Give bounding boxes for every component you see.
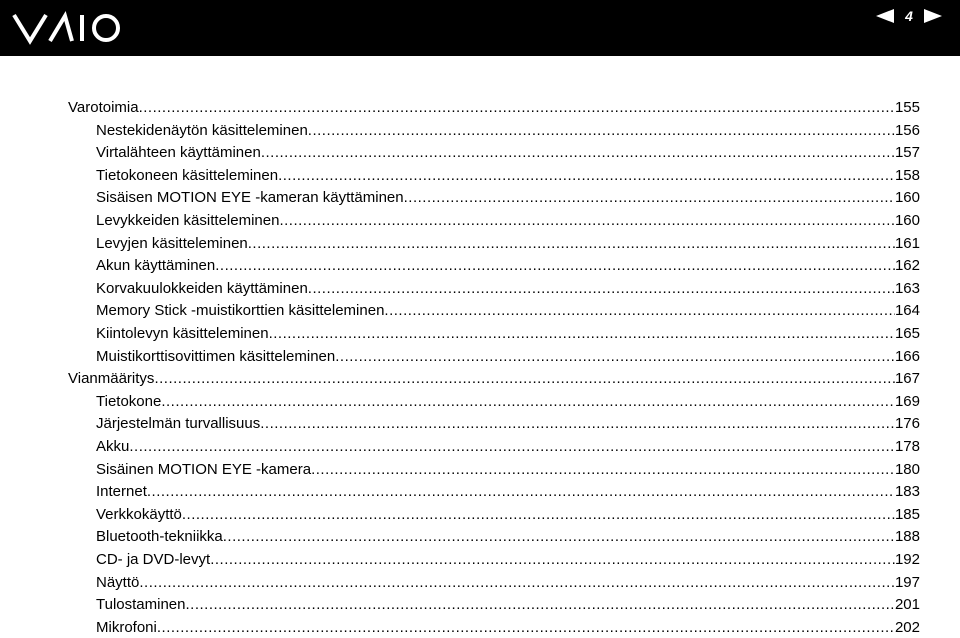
prev-page-arrow-icon[interactable]: [876, 9, 894, 23]
toc-dot-leader: [269, 325, 895, 343]
toc-dot-leader: [223, 528, 895, 546]
toc-entry[interactable]: [96, 592, 920, 614]
toc-dot-leader: [210, 551, 895, 569]
toc-entry-title: Vianmääritys: [68, 370, 155, 388]
page-number: 4: [905, 8, 913, 24]
vaio-logo: [12, 10, 124, 46]
toc-entry-title: Tulostaminen: [96, 596, 186, 614]
toc-entry[interactable]: [96, 502, 920, 524]
toc-entry[interactable]: [68, 366, 920, 388]
toc-entry-page: 178: [894, 438, 920, 455]
toc-dot-leader: [311, 461, 895, 479]
toc-entry-title: Akku: [96, 438, 130, 455]
toc-entry-title: Internet: [96, 483, 147, 501]
toc-dot-leader: [154, 370, 895, 388]
toc-entry[interactable]: [96, 434, 920, 456]
toc-entry-page: 192: [894, 551, 920, 568]
toc-entry-title: Sisäisen MOTION EYE -kameran käyttäminen: [96, 189, 404, 207]
toc-entry[interactable]: [96, 457, 920, 479]
toc-entry[interactable]: [96, 615, 920, 637]
toc-entry-title: Memory Stick -muistikorttien käsitteleminen: [96, 302, 385, 320]
toc-entry[interactable]: [96, 276, 920, 298]
toc-entry-title: Korvakuulokkeiden käyttäminen: [96, 279, 308, 297]
toc-entry-title: Mikrofoni: [96, 618, 157, 636]
toc-entry[interactable]: [96, 253, 920, 275]
toc-entry-title: Virtalähteen käyttäminen: [96, 144, 261, 162]
toc-entry-page: 188: [894, 528, 920, 546]
toc-dot-leader: [335, 348, 895, 366]
toc-entry-page: 155: [894, 99, 920, 116]
toc-entry-page: 183: [894, 483, 920, 501]
toc-entry-page: 167: [894, 370, 920, 388]
toc-entry-page: 161: [894, 234, 920, 252]
toc-dot-leader: [261, 144, 895, 162]
toc-entry[interactable]: [96, 524, 920, 546]
toc-entry-page: 160: [894, 212, 920, 229]
toc-entry-title: Tietokoneen käsitteleminen: [96, 166, 279, 184]
toc-entry[interactable]: [96, 208, 920, 230]
toc-entry-title: Näyttö: [96, 573, 140, 591]
toc-entry[interactable]: [96, 411, 920, 433]
toc-entry-page: 162: [894, 257, 920, 275]
toc-entry-title: Järjestelmän turvallisuus: [96, 415, 261, 433]
toc-entry-title: Levyjen käsitteleminen: [96, 234, 248, 252]
toc-entry-page: 185: [894, 505, 920, 523]
toc-entry-title: Tietokone: [96, 392, 162, 410]
toc-entry[interactable]: [96, 344, 920, 366]
toc-entry-page: 158: [894, 166, 920, 184]
toc-entry[interactable]: [96, 547, 920, 569]
toc-entry-title: Nestekidenäytön käsitteleminen: [96, 121, 308, 139]
toc-dot-leader: [308, 122, 895, 140]
toc-entry-page: 202: [894, 618, 920, 636]
toc-entry-page: 166: [894, 347, 920, 365]
toc-dot-leader: [139, 574, 895, 592]
toc-dot-leader: [215, 257, 895, 275]
toc-entry-page: 197: [894, 573, 920, 591]
toc-entry[interactable]: [96, 185, 920, 207]
toc-entry-title: CD- ja DVD-levyt: [96, 551, 211, 568]
toc-entry-title: Bluetooth-tekniikka: [96, 528, 223, 546]
toc-entry-title: Levykkeiden käsitteleminen: [96, 212, 280, 229]
toc-dot-leader: [404, 189, 895, 207]
toc-dot-leader: [384, 302, 895, 320]
toc-dot-leader: [139, 99, 895, 117]
toc-dot-leader: [186, 596, 895, 614]
page-navigation: [876, 6, 942, 26]
toc-entry-title: Kiintolevyn käsitteleminen: [96, 325, 269, 342]
toc-dot-leader: [129, 438, 895, 456]
toc-entry-page: 180: [894, 460, 920, 478]
toc-entry-page: 160: [894, 189, 920, 207]
toc-entry-title: Muistikorttisovittimen käsitteleminen: [96, 347, 336, 365]
toc-entry[interactable]: [96, 570, 920, 592]
toc-entry-page: 163: [894, 279, 920, 297]
toc-dot-leader: [182, 506, 895, 524]
toc-dot-leader: [260, 415, 895, 433]
toc-entry[interactable]: [96, 140, 920, 162]
toc-dot-leader: [157, 619, 895, 637]
toc-entry-page: 169: [894, 392, 920, 410]
toc-entry[interactable]: [96, 231, 920, 253]
toc-dot-leader: [161, 393, 895, 411]
toc-entry-title: Sisäinen MOTION EYE -kamera: [96, 460, 312, 478]
toc-entry-page: 157: [894, 144, 920, 162]
toc-dot-leader: [308, 280, 895, 298]
toc-entry-page: 164: [894, 302, 920, 320]
toc-entry[interactable]: [68, 95, 920, 117]
toc-entry-page: 165: [894, 325, 920, 342]
toc-entry[interactable]: [96, 479, 920, 501]
toc-entry-page: 201: [894, 596, 920, 614]
toc-entry[interactable]: [96, 298, 920, 320]
toc-entry-title: Varotoimia: [68, 99, 139, 116]
toc-dot-leader: [147, 483, 895, 501]
toc-dot-leader: [248, 235, 895, 253]
toc-entry-title: Verkkokäyttö: [96, 505, 182, 523]
toc-entry-title: Akun käyttäminen: [96, 257, 216, 275]
toc-entry[interactable]: [96, 118, 920, 140]
toc-entry[interactable]: [96, 389, 920, 411]
next-page-arrow-icon[interactable]: [924, 9, 942, 23]
toc-entry[interactable]: [96, 163, 920, 185]
toc-entry-page: 156: [894, 121, 920, 139]
toc-dot-leader: [279, 212, 895, 230]
page-header: [0, 0, 960, 56]
toc-entry-page: 176: [894, 415, 920, 433]
toc-entry[interactable]: [96, 321, 920, 343]
toc-dot-leader: [278, 167, 895, 185]
